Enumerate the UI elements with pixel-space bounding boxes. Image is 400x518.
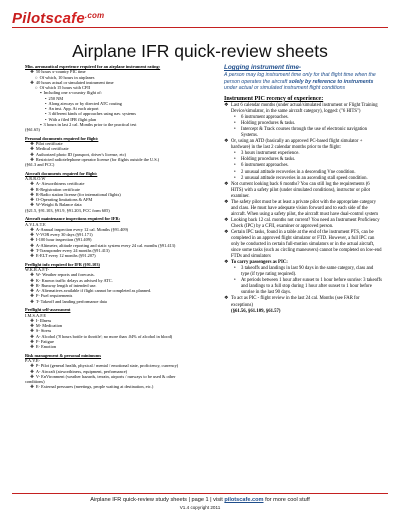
bullet-icon: •: [234, 121, 236, 127]
section-personal-documents: [25, 136, 215, 168]
recency-item-text: Holding procedures & tasks.: [241, 121, 296, 127]
bullet-icon: ❖: [30, 282, 34, 288]
list-item-text: (§61.65): [25, 127, 40, 132]
bullet-icon: ❖: [30, 197, 34, 202]
bullet-icon: ❖: [30, 277, 34, 283]
recency-item: [224, 139, 382, 151]
recency-item: [224, 127, 382, 139]
list-item-text: W.K.R.A.F.T-: [25, 267, 50, 272]
list-item-text: With a filed IFR flight plan: [48, 116, 97, 122]
recency-item-text: 2 unusual attitude recoveries in a descending Vne condition.: [241, 169, 356, 175]
recency-item: [224, 103, 382, 115]
list-item-text: R-Radio station license (for international flights): [35, 191, 121, 197]
section-heading: Risk management & personal minimums: [25, 352, 102, 358]
list-item-text: Of which 15 hours with CFII: [39, 85, 91, 90]
list-item-text: A-Altimeter, altitude reporting and static system every 24 cal. months (§91.413): [35, 242, 176, 248]
section-heading: Preflight self-assessment: [25, 307, 71, 313]
list-item-text: T- Takeoff and landing performance data: [35, 298, 107, 304]
bullet-icon: ❖: [30, 232, 34, 237]
recency-item-text: Intercept & Track courses through the use of electronic navigation Systems.: [241, 127, 367, 139]
recency-item-text: Or, using an ATD (basically an approved PC-based flight simulator + hardware) in the last 2 calendar months prior to the flight:: [231, 139, 363, 151]
list-item-text: An inst. App. At each airport: [48, 106, 99, 111]
section-heading: Preflight info required for IFR (§91.103): [25, 261, 100, 267]
bullet-icon: •: [234, 169, 236, 175]
bullet-icon: ❖: [30, 146, 34, 152]
footer: Airplane IFR quick-review study sheets | page 1 | visit pilotscafe.com for more cool stuff: [90, 497, 310, 503]
list-item-text: R- Runway length of intended use.: [35, 282, 97, 288]
list-item: [25, 208, 215, 213]
bullet-icon: •: [45, 100, 47, 106]
recency-item-text: Holding procedures & tasks.: [241, 157, 296, 163]
section-maintenance-inspections: [25, 216, 215, 258]
list-item-text: F- Fatigue: [35, 338, 54, 344]
bullet-icon: ❖: [30, 368, 34, 374]
list-item-text: 50 hours x-country PIC time: [35, 69, 86, 75]
logging-heading: Logging instrument time-: [224, 64, 302, 71]
list-item: [25, 162, 215, 167]
pilotscafe-link[interactable]: pilotscafe.com: [224, 497, 264, 503]
bullet-icon: ❖: [30, 323, 34, 328]
list-item-text: T-Transponder every 24 months (§91.413): [35, 247, 110, 253]
list-item-text: (§21.5, §91.103, §91.9, §91.203, FCC form 605): [25, 207, 110, 213]
section-heading: Aircraft documents required for flight:: [25, 170, 98, 176]
list-item-text: 40 hours actual or simulated instrument time: [35, 79, 114, 85]
recency-item-text: 6 instrument approaches.: [241, 115, 289, 121]
right-column: [224, 64, 382, 315]
left-column: [25, 64, 215, 393]
list-item-text: A-Annual inspection every 12 cal. Months (§91.409): [35, 226, 129, 232]
bullet-icon: •: [234, 127, 236, 133]
recency-item: [224, 266, 382, 278]
bullet-icon: ❖: [224, 296, 229, 302]
bullet-icon: ❖: [30, 344, 34, 349]
list-item-text: I.M.S.A.F.E: [25, 312, 47, 318]
bullet-icon: ❖: [30, 237, 34, 243]
recency-item-text: 3 takeoffs and landings in last 90 days in the same category, class and type (if type rating required).: [241, 266, 374, 278]
bullet-icon: ❖: [30, 272, 34, 278]
bullet-icon: ❖: [224, 181, 229, 187]
bullet-icon: ❖: [30, 247, 34, 253]
list-item-text: 250 NM: [48, 95, 64, 101]
recency-item-text: Last 6 calendar months (under actual/simulated instrument or Flight Training Device/simulator, in the same aircraft category), logged: ("6 HITS"): [231, 102, 378, 115]
bullet-icon: •: [234, 278, 236, 284]
recency-item: [224, 218, 382, 230]
list-item-text: M- Medication: [35, 323, 63, 328]
list-item-text: P.A.V.E-: [25, 358, 41, 363]
bullet-icon: ❖: [30, 156, 34, 162]
list-item-text: K- Known traffic delays as advised by ATC.: [35, 277, 113, 283]
bullet-icon: ❖: [30, 181, 34, 187]
bullet-icon: •: [45, 111, 47, 117]
list-item-text: F- Fuel requirements: [35, 293, 73, 299]
bullet-icon: ❖: [30, 186, 34, 192]
list-item-text: A- Alternatives available if flight cannot be completed as planned.: [35, 288, 152, 293]
bullet-icon: ○: [35, 74, 38, 80]
recency-item-text: To carry passengers as PIC:: [231, 260, 288, 266]
list-item-text: Authorized photo ID (passport, driver's license, etc): [35, 151, 126, 157]
list-item-text: S- Stress: [35, 328, 52, 334]
list-item-text: 3 hours in last 2 cal. Months prior to the practical test: [43, 121, 137, 127]
recency-item: [224, 200, 382, 218]
bullet-icon: ❖: [30, 363, 34, 369]
list-item-text: A- Airworthiness certificate: [35, 181, 85, 187]
list-item-text: A- Alcohol ('8 hours bottle to throttle'; no more than .04% of alcohol in blood): [35, 333, 173, 339]
bullet-icon: ❖: [224, 199, 229, 205]
header-divider: [12, 27, 388, 28]
bullet-icon: ❖: [224, 102, 229, 108]
list-item-text: (§61.3 and FCC): [25, 162, 55, 167]
bullet-icon: •: [234, 266, 236, 272]
logging-text: A person may log instrument time only for that flight time when the person operates the aircraft solely by reference to instruments under actual or simulated instrument flight conditions: [224, 72, 376, 92]
list-item-text: Along airways or by directed ATC routing: [48, 100, 122, 106]
recency-item: [224, 230, 382, 260]
list-item-text: E-ELT every 12 months (§91.207): [35, 253, 96, 258]
list-item: [25, 344, 215, 349]
list-item-text: Restricted radiotelephone operator license (for flights outside the U.S.): [35, 156, 160, 162]
bullet-icon: [224, 309, 231, 315]
section-preflight-info: [25, 262, 215, 304]
list-item-text: O-Operating limitations & AFM: [35, 197, 93, 202]
bullet-icon: ❖: [30, 293, 34, 299]
section-heading: Personal documents required for flight:: [25, 135, 99, 141]
list-item-text: E- External pressures (meetings, people waiting at destination, etc.): [35, 384, 154, 390]
bullet-icon: ❖: [30, 288, 34, 293]
recency-item-text: To act as PIC - flight review in the last 24 cal. Months (see FAR for exceptions): [231, 296, 360, 308]
list-item-text: E- Emotion: [35, 344, 57, 349]
bullet-icon: ❖: [224, 139, 229, 145]
recency-item-text: 2 unusual attitude recoveries in an ascending stall speed condition.: [241, 175, 368, 181]
bullet-icon: ❖: [30, 191, 34, 197]
list-item-text: V- EnVironment (weather hazards, terrain, airports / runways to be used & other: [35, 373, 176, 379]
list-item-text: A- Aircraft (airworthiness, equipment, performance): [35, 368, 128, 374]
list-item-text: V-VOR every 30 days (§91.171): [35, 232, 93, 237]
bullet-icon: ❖: [30, 333, 34, 339]
bullet-icon: ❖: [30, 202, 34, 208]
bullet-icon: •: [45, 116, 47, 122]
list-item-text: R-Registration certificate: [35, 186, 80, 192]
version-copyright: V1.4 copyright 2011: [179, 505, 221, 510]
bullet-icon: ❖: [224, 260, 229, 266]
recency-item: [224, 182, 382, 200]
section-aircraft-documents: [25, 171, 215, 213]
list-item-text: I-100 hour inspection (§91.409): [35, 237, 92, 243]
bullet-icon: ▪: [40, 121, 42, 127]
section-risk-management: [25, 353, 215, 390]
list-item-text: Including one x-country flight of:: [43, 90, 102, 96]
section-heading: Min. aeronautical experience required for an airplane instrument rating:: [25, 64, 161, 69]
recency-item-text: The safety pilot must be at least a private pilot with the appropriate category and class. He must have adequate vision forward and to each side of the aircraft. When using a safety pilot, the aircraft must have dual-control system: [231, 199, 378, 217]
bullet-icon: ❖: [30, 242, 34, 248]
recency-item-text: Certain IPC tasks, found in a table at the end of the instrument PTS, can be completed in an approved flight simulator or FTD. However, a full IPC can only be conducted in certain full-motion simulators or in the actual aircraft, since some tasks (such as circling maneuvers) cannot be completed on low-end FTDs and simulators: [231, 229, 382, 260]
bullet-icon: •: [234, 163, 236, 169]
list-item: [25, 127, 215, 132]
section-self-assessment: [25, 307, 215, 349]
section-min-experience: [25, 64, 215, 132]
list-item-text: Pilot certificate: [35, 141, 63, 146]
recency-item-text: 6 instrument approaches.: [241, 163, 289, 169]
list-item-text: W-Weight & Balance data: [35, 202, 82, 208]
bullet-icon: ❖: [224, 229, 229, 235]
recency-item-text: Looking back 12 cal. months not current? You need an Instrument Proficiency Check (IPC) by a CFII, examiner or approved person.: [231, 217, 380, 229]
bullet-icon: •: [234, 175, 236, 181]
list-item-text: A.V.I.A.T.E: [25, 221, 46, 227]
recency-item-text: Not current looking back 6 months? You can still log the requirements (6 HITS) with a safety pilot (under simulated conditions), instructor or pilot examiner.: [231, 181, 370, 199]
bullet-icon: ❖: [30, 69, 34, 75]
bullet-icon: ❖: [30, 328, 34, 334]
bullet-icon: •: [234, 151, 236, 157]
bullet-icon: ❖: [30, 298, 34, 304]
bullet-icon: •: [45, 95, 47, 101]
recency-item-text: 3 hours instrument experience.: [241, 151, 300, 157]
bullet-icon: •: [234, 115, 236, 121]
recency-list: [224, 103, 382, 315]
list-item-text: Of which, 10 hours in airplanes: [39, 74, 95, 80]
recency-item: [224, 296, 382, 308]
recency-item-text: At periods between 1 hour after sunset to 1 hour before sunrise: 3 takeoffs and landings to a full stop during 1 hour after sunset to 1 hour before sunrise in the last 90 days.: [241, 278, 382, 296]
bullet-icon: ○: [35, 85, 38, 90]
bullet-icon: ❖: [30, 226, 34, 232]
list-item-text: W- Weather reports and forecasts.: [35, 272, 95, 278]
list-item-text: 3 different kinds of approaches using nav. systems: [48, 111, 136, 117]
bullet-icon: ❖: [224, 217, 229, 223]
bullet-icon: ❖: [30, 151, 34, 157]
bullet-icon: •: [45, 106, 47, 111]
page-title: Airplane IFR quick-review sheets: [72, 41, 328, 61]
recency-item: [224, 309, 382, 315]
pilotscafe-logo: Pilotscafe$^{.com}$: [12, 10, 105, 27]
recency-item-text: (§61.56, §61.109, §61.57): [231, 308, 281, 314]
bullet-icon: ❖: [30, 253, 34, 258]
bullet-icon: ▪: [40, 90, 42, 96]
bullet-icon: ❖: [30, 317, 34, 323]
list-item-text: A.R.R.O.W: [25, 176, 46, 181]
section-heading: Aircraft maintenance inspections required for IFR:: [25, 216, 121, 222]
bullet-icon: ❖: [30, 338, 34, 344]
list-item-text: conditions): [25, 379, 45, 384]
list-item-text: P- Pilot (general health, physical / mental / emotional state, proficiency, currency): [35, 363, 179, 369]
list-item: [25, 253, 215, 258]
bullet-icon: ❖: [30, 141, 34, 146]
list-item: [25, 299, 215, 304]
footer-divider: [12, 493, 388, 494]
bullet-icon: ❖: [30, 373, 34, 379]
list-item-text: I- Illness: [35, 317, 52, 323]
recency-heading: Instrument PIC recency of experience:: [224, 95, 324, 102]
list-item-text: Medical certificate: [35, 146, 69, 152]
recency-item: [224, 278, 382, 296]
bullet-icon: ❖: [30, 384, 34, 390]
bullet-icon: •: [234, 157, 236, 163]
bullet-icon: ❖: [30, 79, 34, 85]
list-item: [25, 384, 215, 389]
